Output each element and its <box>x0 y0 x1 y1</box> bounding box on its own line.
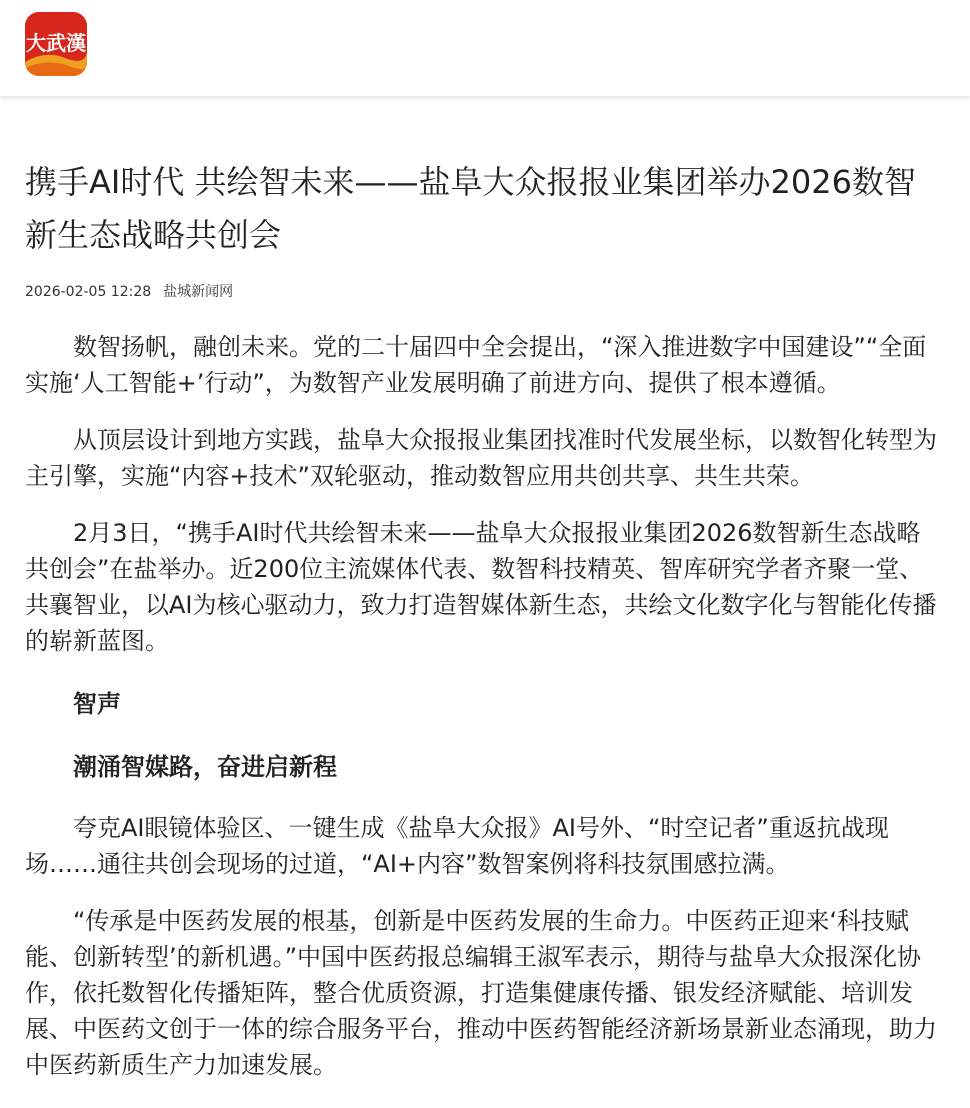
site-header <box>0 0 970 97</box>
publish-date: 2026-02-05 12:28 <box>25 284 152 300</box>
paragraph: “传承是中医药发展的根基，创新是中医药发展的生命力。中医药正迎来‘科技赋能、创新转型’的新机遇。”中国中医药报总编辑王淑军表示，期待与盐阜大众报深化协作，依托数智化传播矩阵，整合优质资源，打造集健康传播、银发经济赋能、培训发展、中医药文创于一体的综合服务平台，推动中医药智能经济新场景新业态涌现，助力中医药新质生产力加速发展。 <box>25 907 937 1079</box>
article <box>25 156 940 1083</box>
section-heading: 智声 <box>73 690 121 718</box>
logo-text: 大武漢 <box>26 31 86 55</box>
dawuhan-logo-icon[interactable] <box>25 12 87 76</box>
paragraph: 数智扬帆，融创未来。党的二十届四中全会提出，“深入推进数字中国建设”“全面实施‘人工智能+’行动”，为数智产业发展明确了前进方向、提供了根本遵循。 <box>25 333 927 397</box>
article-meta <box>25 282 940 302</box>
section-subheading: 潮涌智媒路，奋进启新程 <box>73 753 337 781</box>
logo-graphic <box>25 12 87 76</box>
article-title: 携手AI时代 共绘智未来——盐阜大众报报业集团举办2026数智新生态战略共创会 <box>25 163 916 254</box>
paragraph: 从顶层设计到地方实践，盐阜大众报报业集团找准时代发展坐标，以数智化转型为主引擎，实施“内容+技术”双轮驱动，推动数智应用共创共享、共生共荣。 <box>25 426 937 490</box>
paragraph: 夸克AI眼镜体验区、一键生成《盐阜大众报》AI号外、“时空记者”重返抗战现场……通往共创会现场的过道，“AI+内容”数智案例将科技氛围感拉满。 <box>25 814 889 878</box>
article-source[interactable]: 盐城新闻网 <box>163 284 234 300</box>
paragraph: 2月3日，“携手AI时代共绘智未来——盐阜大众报报业集团2026数智新生态战略共创会”在盐举办。近200位主流媒体代表、数智科技精英、智库研究学者齐聚一堂、共襄智业，以AI为核心驱动力，致力打造智媒体新生态，共绘文化数字化与智能化传播的崭新蓝图。 <box>25 519 937 655</box>
